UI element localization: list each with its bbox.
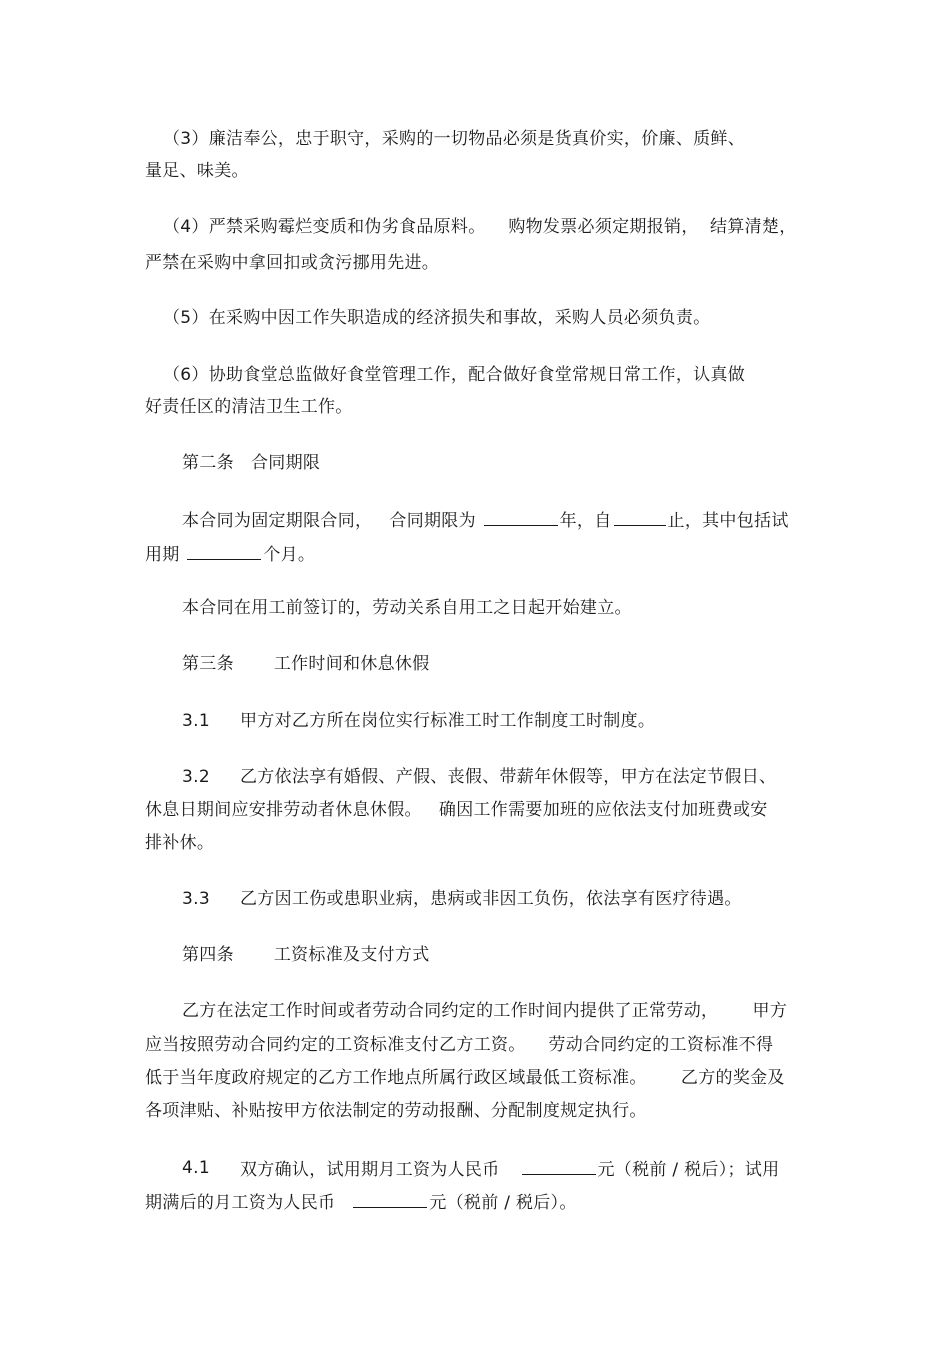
wage-paragraph-line-4: 各项津贴、补贴按甲方依法制定的劳动报酬、分配制度规定执行。 — [145, 1101, 647, 1121]
contract-term-line-1 — [182, 508, 789, 532]
clause-6-line-1: （6）协助食堂总监做好食堂管理工作，配合做好食堂常规日常工作，认真做 — [163, 365, 746, 385]
clause-4-line-1: （4）严禁采购霉烂变质和伪劣食品原料。 购物发票必须定期报销， 结算清楚， — [163, 217, 797, 237]
clause-4-1-line-1 — [240, 1157, 779, 1181]
article-4-heading: 第四条 工资标准及支付方式 — [182, 945, 430, 965]
article-3-heading: 第三条 工作时间和休息休假 — [182, 654, 430, 674]
probation-salary-blank[interactable] — [522, 1157, 596, 1175]
labor-relation-sentence: 本合同在用工前签订的，劳动关系自用工之日起开始建立。 — [182, 598, 632, 618]
regular-salary-text: 期满后的月工资为人民币 — [145, 1193, 336, 1213]
clause-3-3-num: 3.3 — [182, 889, 210, 909]
contract-term-line-2 — [145, 542, 315, 566]
clause-4-line-2: 严禁在采购中拿回扣或贪污挪用先进。 — [145, 253, 440, 273]
contract-term-text-e: 个月。 — [263, 545, 316, 565]
clause-3-1-num: 3.1 — [182, 711, 210, 731]
clause-3-2-line-3: 排补休。 — [145, 833, 215, 853]
wage-paragraph-line-3: 低于当年度政府规定的乙方工作地点所属行政区域最低工资标准。 乙方的奖金及 — [145, 1068, 785, 1088]
contract-term-text-a: 本合同为固定期限合同， 合同期限为 — [182, 511, 482, 531]
clause-3-2-line-2: 休息日期间应安排劳动者休息休假。 确因工作需要加班的应依法支付加班费或安 — [145, 800, 768, 820]
probation-salary-suffix: 元（税前 / 税后）；试用 — [597, 1160, 780, 1180]
contract-term-text-b: 年，自 — [559, 511, 612, 531]
contract-years-blank[interactable] — [484, 508, 558, 526]
contract-term-text-d: 用期 — [145, 545, 186, 565]
clause-6-line-2: 好责任区的清洁卫生工作。 — [145, 397, 353, 417]
contract-start-blank[interactable] — [614, 508, 666, 526]
wage-paragraph-line-2: 应当按照劳动合同约定的工资标准支付乙方工资。 劳动合同约定的工资标准不得 — [145, 1035, 774, 1055]
clause-3-3-text: 乙方因工伤或患职业病，患病或非因工负伤，依法享有医疗待遇。 — [240, 889, 742, 909]
clause-5-line-1: （5）在采购中因工作失职造成的经济损失和事故，采购人员必须负责。 — [163, 308, 711, 328]
clause-4-1-line-2 — [145, 1190, 577, 1214]
clause-3-2-num: 3.2 — [182, 767, 210, 787]
clause-3-1-text: 甲方对乙方所在岗位实行标准工时工作制度工时制度。 — [240, 711, 656, 731]
probation-months-blank[interactable] — [187, 542, 261, 560]
clause-3-2-line-1: 乙方依法享有婚假、产假、丧假、带薪年休假等，甲方在法定节假日、 — [240, 767, 777, 787]
clause-3-line-2: 量足、味美。 — [145, 161, 249, 181]
clause-3-line-1: （3）廉洁奉公，忠于职守，采购的一切物品必须是货真价实，价廉、质鲜、 — [163, 129, 746, 149]
contract-term-text-c: 止，其中包括试 — [667, 511, 789, 531]
clause-4-1-num: 4.1 — [182, 1158, 210, 1178]
regular-salary-suffix: 元（税前 / 税后）。 — [429, 1193, 577, 1213]
probation-salary-text: 双方确认，试用期月工资为人民币 — [240, 1160, 500, 1180]
article-2-heading: 第二条 合同期限 — [182, 453, 321, 473]
wage-paragraph-line-1: 乙方在法定工作时间或者劳动合同约定的工作时间内提供了正常劳动， 甲方 — [182, 1001, 788, 1021]
regular-salary-blank[interactable] — [353, 1190, 427, 1208]
